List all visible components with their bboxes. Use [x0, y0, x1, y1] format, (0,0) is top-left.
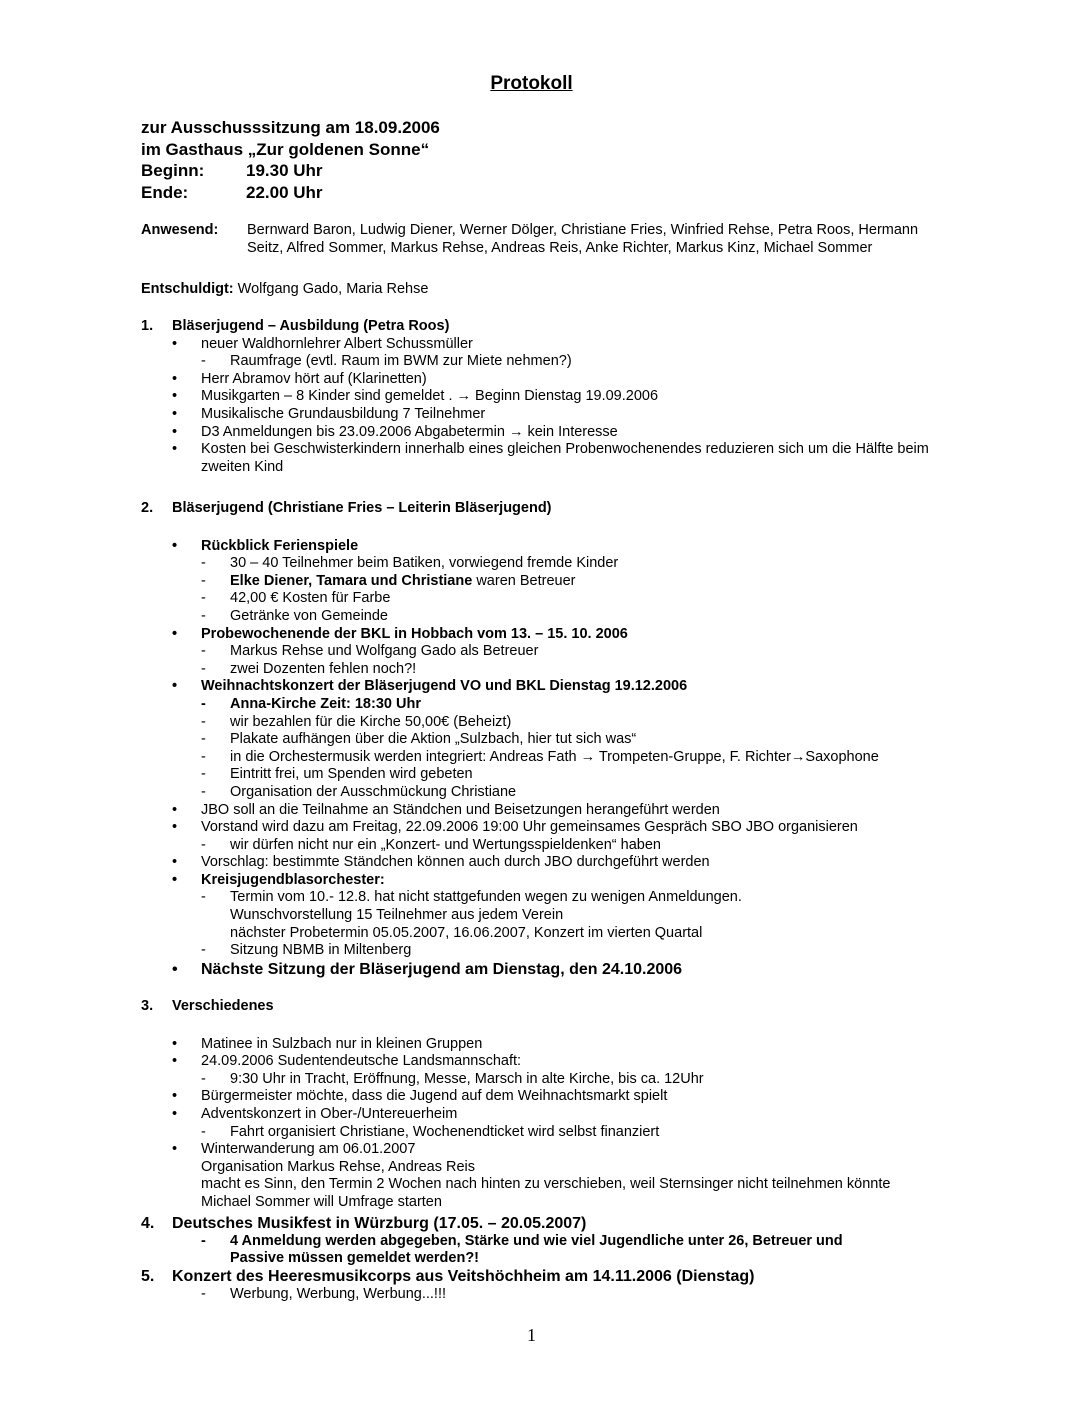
section-title: Konzert des Heeresmusikcorps aus Veitshöchheim am 14.11.2006 (Dienstag) [172, 1268, 755, 1285]
sub-item-text: nächster Probetermin 05.05.2007, 16.06.2007, Konzert im vierten Quartal [230, 924, 703, 941]
sub-item: - Raumfrage (evtl. Raum im BWM zur Miete nehmen?) [141, 353, 941, 371]
list-item: • JBO soll an die Teilnahme an Ständchen und Beisetzungen herangeführt werden [141, 802, 941, 820]
sub-item: - 4 Anmeldung werden abgegeben, Stärke und wie viel Jugendliche unter 26, Betreuer und Passive müssen gemeldet werden?! [141, 1233, 881, 1268]
sub-item-text: Wunschvorstellung 15 Teilnehmer aus jedem Verein [230, 907, 564, 924]
item-text: Vorstand wird dazu am Freitag, 22.09.2006 19:00 Uhr gemeinsames Gespräch SBO JBO organisieren [201, 819, 858, 836]
sub-item: - 30 – 40 Teilnehmer beim Batiken, vorwiegend fremde Kinder [141, 555, 941, 573]
sub-item: - 9:30 Uhr in Tracht, Eröffnung, Messe, Marsch in alte Kirche, bis ca. 12Uhr [141, 1071, 941, 1089]
list-item: • Herr Abramov hört auf (Klarinetten) [141, 371, 941, 389]
item-text: Michael Sommer will Umfrage starten [201, 1193, 442, 1210]
section-1 [141, 318, 941, 476]
end-label: Ende: [141, 182, 189, 202]
excused-label: Entschuldigt: [141, 281, 234, 297]
item-text: Rückblick Ferienspiele [201, 537, 359, 554]
list-item [141, 1106, 941, 1141]
meeting-line: zur Ausschusssitzung am 18.09.2006 [141, 118, 440, 137]
list-item: • D3 Anmeldungen bis 23.09.2006 Abgabetermin → kein Interesse [141, 424, 941, 442]
present-label: Anwesend: [141, 222, 219, 238]
sub-item: - Getränke von Gemeinde [141, 608, 941, 626]
list-item [141, 1141, 941, 1211]
item-text: neuer Waldhornlehrer Albert Schussmüller [201, 335, 473, 352]
item-text: 24.09.2006 Sudentendeutsche Landsmannschaft: [201, 1053, 522, 1070]
item-text: Kreisjugendblasorchester: [201, 871, 385, 888]
item-text: macht es Sinn, den Termin 2 Wochen nach hinten zu verschieben, weil Sternsinger nicht teilnehmen könnte [201, 1176, 891, 1193]
section-number: 2. [141, 500, 154, 516]
sub-item: - wir dürfen nicht nur ein „Konzert- und Wertungsspieldenken“ haben [141, 837, 941, 855]
list-item [141, 538, 941, 626]
list-item [141, 819, 941, 854]
sub-item: - zwei Dozenten fehlen noch?! [141, 661, 941, 679]
caretaker-text: waren Betreuer [472, 572, 576, 589]
caretaker-names: Elke Diener, Tamara und Christiane [230, 572, 473, 589]
venue-line: im Gasthaus „Zur goldenen Sonne“ [141, 139, 430, 159]
section-number: 3. [141, 998, 154, 1014]
attendance-excused [141, 281, 428, 299]
item-text: Winterwanderung am 06.01.2007 [201, 1141, 416, 1158]
section-3 [141, 998, 941, 1212]
begin-row [141, 160, 440, 182]
sub-item [141, 889, 941, 942]
sub-item [141, 573, 941, 591]
excused-value: Wolfgang Gado, Maria Rehse [233, 281, 429, 297]
section-number: 4. [141, 1215, 155, 1232]
item-text: Probewochenende der BKL in Hobbach vom 13. – 15. 10. 2006 [201, 625, 628, 642]
section-2 [141, 500, 941, 978]
sub-item: - Werbung, Werbung, Werbung...!!! [141, 1286, 941, 1304]
attendance-present [141, 222, 941, 257]
sub-item-text: Termin vom 10.- 12.8. hat nicht stattgefunden wegen zu wenigen Anmeldungen. [230, 889, 742, 906]
item-text: Organisation Markus Rehse, Andreas Reis [201, 1158, 476, 1175]
section-4 [141, 1215, 941, 1268]
list-item: • Vorschlag: bestimmte Ständchen können auch durch JBO durchgeführt werden [141, 854, 941, 872]
section-heading [141, 1215, 941, 1233]
section-heading [141, 998, 941, 1016]
section-number: 1. [141, 318, 154, 334]
item-text: Weihnachtskonzert der Bläserjugend VO und BKL Dienstag 19.12.2006 [201, 678, 688, 695]
sub-item: - Markus Rehse und Wolfgang Gado als Betreuer [141, 643, 941, 661]
sub-item: - Eintritt frei, um Spenden wird gebeten [141, 766, 941, 784]
section-number: 5. [141, 1268, 155, 1285]
meeting-header [141, 117, 440, 203]
section-title: Deutsches Musikfest in Würzburg (17.05. – 20.05.2007) [172, 1215, 587, 1232]
section-heading [141, 500, 941, 518]
item-text: Adventskonzert in Ober-/Untereuerheim [201, 1105, 458, 1122]
list-item: • Matinee in Sulzbach nur in kleinen Gruppen [141, 1036, 941, 1054]
list-item [141, 678, 941, 801]
sub-item: - Sitzung NBMB in Miltenberg [141, 942, 941, 960]
sub-item: - in die Orchestermusik werden integriert: Andreas Fath → Trompeten-Gruppe, F. Richter→Saxophone [141, 749, 941, 767]
begin-label: Beginn: [141, 161, 205, 180]
list-item [141, 336, 941, 371]
sub-item: - Organisation der Ausschmückung Christiane [141, 784, 941, 802]
list-item: • Nächste Sitzung der Bläserjugend am Dienstag, den 24.10.2006 [141, 961, 941, 979]
section-title: Verschiedenes [172, 998, 274, 1014]
end-row [141, 182, 440, 204]
document-title: Protokoll [490, 73, 573, 94]
list-item [141, 872, 941, 960]
sub-item: - Fahrt organisiert Christiane, Wochenendticket wird selbst finanziert [141, 1124, 941, 1142]
page-number: 1 [527, 1325, 536, 1345]
list-item: • Musikgarten – 8 Kinder sind gemeldet . → Beginn Dienstag 19.09.2006 [141, 388, 941, 406]
sub-item: - Plakate aufhängen über die Aktion „Sulzbach, hier tut sich was“ [141, 731, 941, 749]
list-item: • Kosten bei Geschwisterkindern innerhalb eines gleichen Probenwochenendes reduzieren sich um die Hälfte beim zweiten Kind [141, 441, 941, 476]
begin-value: 19.30 Uhr [246, 161, 323, 180]
sub-item: - Anna-Kirche Zeit: 18:30 Uhr [141, 696, 941, 714]
section-heading [141, 318, 941, 336]
section-title: Bläserjugend – Ausbildung (Petra Roos) [172, 318, 450, 334]
sub-item: - wir bezahlen für die Kirche 50,00€ (Beheizt) [141, 714, 941, 732]
sub-item: - 42,00 € Kosten für Farbe [141, 590, 941, 608]
list-item: • Musikalische Grundausbildung 7 Teilnehmer [141, 406, 941, 424]
present-value: Bernward Baron, Ludwig Diener, Werner Dölger, Christiane Fries, Winfried Rehse, Petra Roos, Hermann Seitz, Alfred Sommer, Markus Rehse, Andreas Reis, Anke Richter, Markus Kinz, Michael Sommer [247, 222, 919, 256]
section-5 [141, 1268, 941, 1303]
list-item: • Bürgermeister möchte, dass die Jugend auf dem Weihnachtsmarkt spielt [141, 1088, 941, 1106]
list-item [141, 626, 941, 679]
section-heading [141, 1268, 941, 1286]
end-value: 22.00 Uhr [246, 182, 323, 202]
list-item [141, 1053, 941, 1088]
section-title: Bläserjugend (Christiane Fries – Leiterin Bläserjugend) [172, 500, 552, 516]
